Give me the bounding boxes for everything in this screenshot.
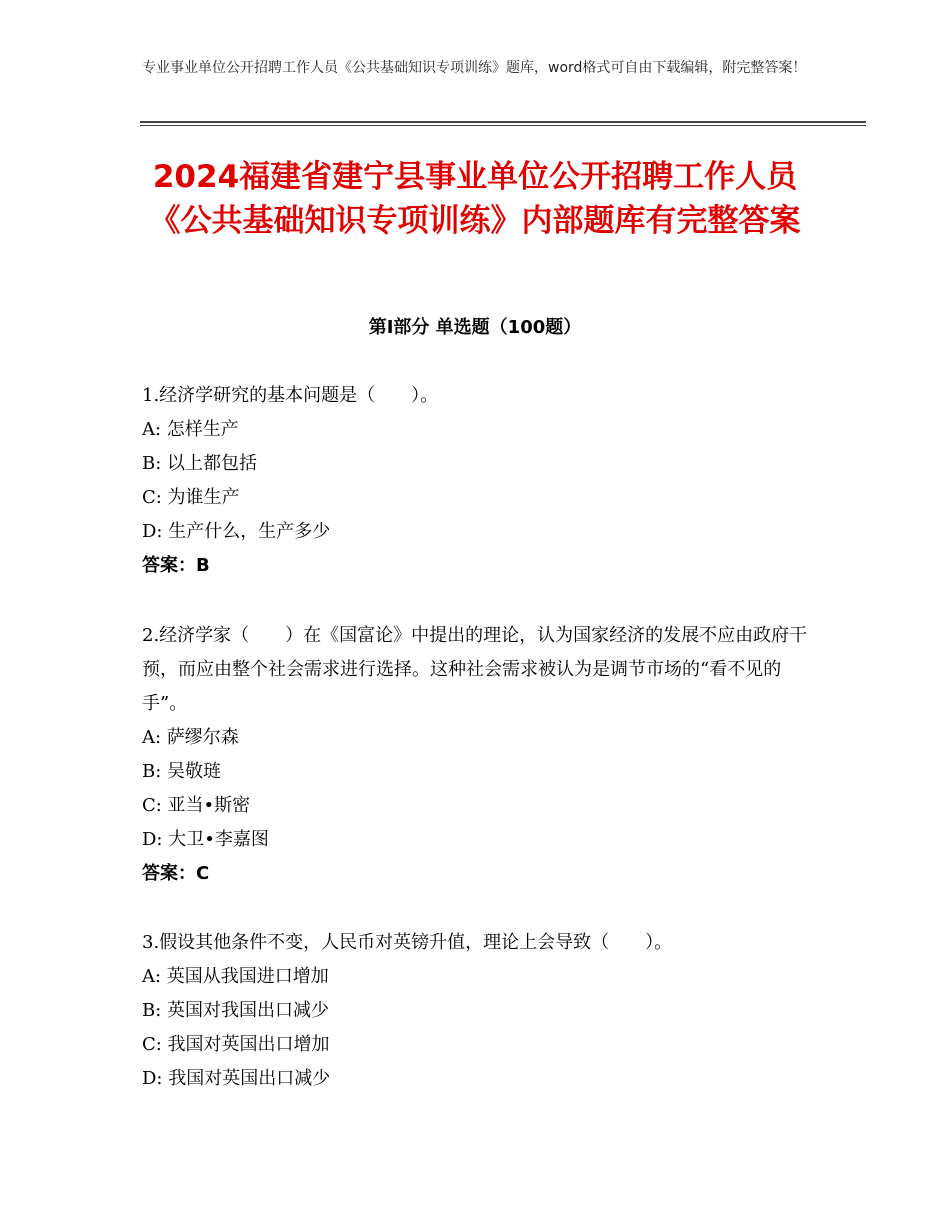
option-a: A: 怎样生产: [142, 419, 239, 440]
option-d: D: 生产什么，生产多少: [142, 521, 331, 542]
header-rule-thick: [140, 121, 866, 123]
answer: 答案：C: [142, 863, 210, 884]
option-d: D: 我国对英国出口减少: [142, 1068, 331, 1089]
option-b: B: 英国对我国出口减少: [142, 1000, 330, 1021]
question-2: [142, 619, 812, 891]
option-c: C: 为谁生产: [142, 487, 240, 508]
option-d: D: 大卫•李嘉图: [142, 829, 269, 850]
option-a: A: 英国从我国进口增加: [142, 966, 329, 987]
header-note: 专业事业单位公开招聘工作人员《公共基础知识专项训练》题库，word格式可自由下载编辑，附完整答案！: [142, 60, 807, 76]
section-title: 第Ⅰ部分 单选题（100题）: [368, 317, 582, 338]
option-a: A: 萨缪尔森: [142, 727, 239, 748]
document-title: 2024福建省建宁县事业单位公开招聘工作人员《公共基础知识专项训练》内部题库有完整答案: [149, 159, 801, 239]
question-stem: 2.经济学家（ ）在《国富论》中提出的理论，认为国家经济的发展不应由政府干预，而应由整个社会需求进行选择。这种社会需求被认为是调节市场的“看不见的手”。: [142, 625, 808, 714]
option-c: C: 我国对英国出口增加: [142, 1034, 330, 1055]
question-1: [142, 379, 812, 583]
option-b: B: 以上都包括: [142, 453, 258, 474]
question-stem: 1.经济学研究的基本问题是（ ）。: [142, 385, 439, 406]
header-rule-thin: [140, 125, 866, 126]
answer: 答案：B: [142, 555, 210, 576]
question-stem: 3.假设其他条件不变，人民币对英镑升值，理论上会导致（ ）。: [142, 932, 673, 953]
option-c: C: 亚当•斯密: [142, 795, 251, 816]
question-3: [142, 926, 812, 1096]
option-b: B: 吴敬琏: [142, 761, 222, 782]
